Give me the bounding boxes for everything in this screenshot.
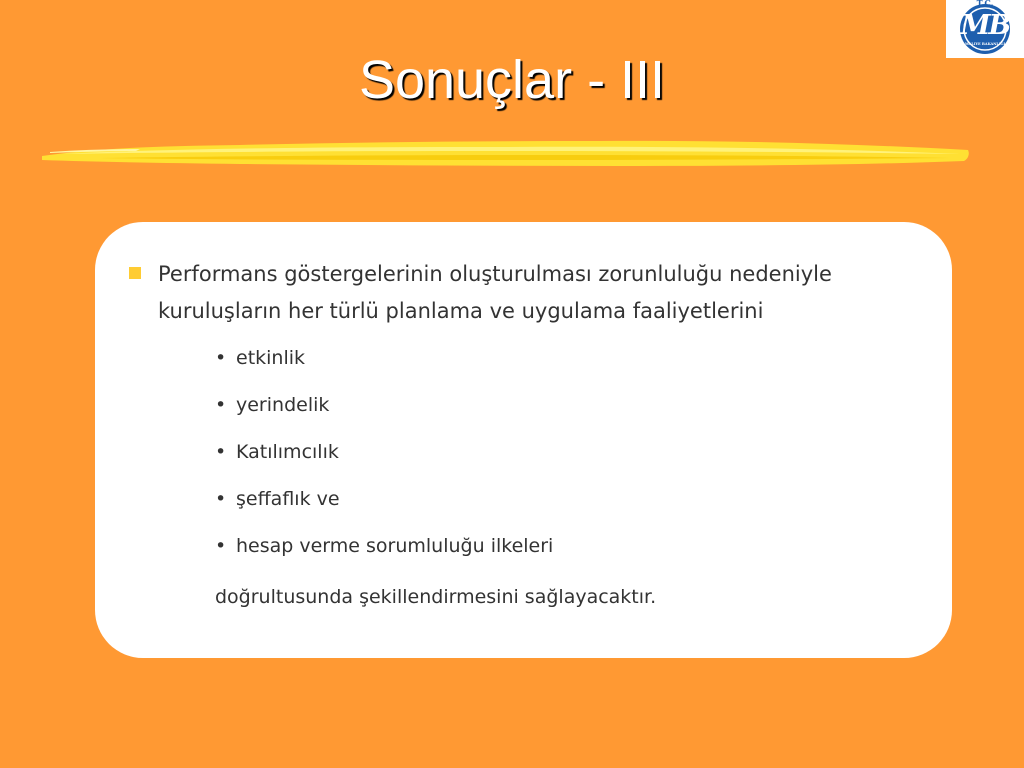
list-item-text: hesap verme sorumluluğu ilkeleri <box>236 535 554 557</box>
list-item-text: şeffaflık ve <box>236 488 340 510</box>
dot-bullet-icon: • <box>215 394 227 416</box>
content-panel <box>95 222 952 658</box>
logo-initials: MB <box>960 10 1010 41</box>
list-item <box>215 436 553 483</box>
sub-bullet-list <box>215 342 553 577</box>
list-item-text: yerindelik <box>236 394 330 416</box>
dot-bullet-icon: • <box>215 488 227 510</box>
dot-bullet-icon: • <box>215 441 227 463</box>
dot-bullet-icon: • <box>215 347 227 369</box>
brush-stroke-divider <box>40 132 970 178</box>
dot-bullet-icon: • <box>215 535 227 557</box>
logo-ministry-label: MALIYE BAKANLIGI <box>964 42 1006 46</box>
slide-title: Sonuçlar - III <box>358 50 666 110</box>
square-bullet-icon <box>129 267 141 279</box>
conclusion-text: doğrultusunda şekillendirmesini sağlayacaktır. <box>215 586 657 608</box>
list-item <box>215 342 553 389</box>
list-item <box>215 530 553 577</box>
list-item-text: Katılımcılık <box>236 441 339 463</box>
ministry-logo <box>946 0 1024 58</box>
list-item-text: etkinlik <box>236 347 306 369</box>
logo-tc-label: T.C. <box>976 0 994 8</box>
main-bullet-text: Performans göstergelerinin oluşturulması zorunluluğu nedeniyle kuruluşların her türlü planlama ve uygulama faaliyetlerini <box>158 262 832 323</box>
list-item <box>215 483 553 530</box>
list-item <box>215 389 553 436</box>
main-bullet <box>129 256 929 330</box>
